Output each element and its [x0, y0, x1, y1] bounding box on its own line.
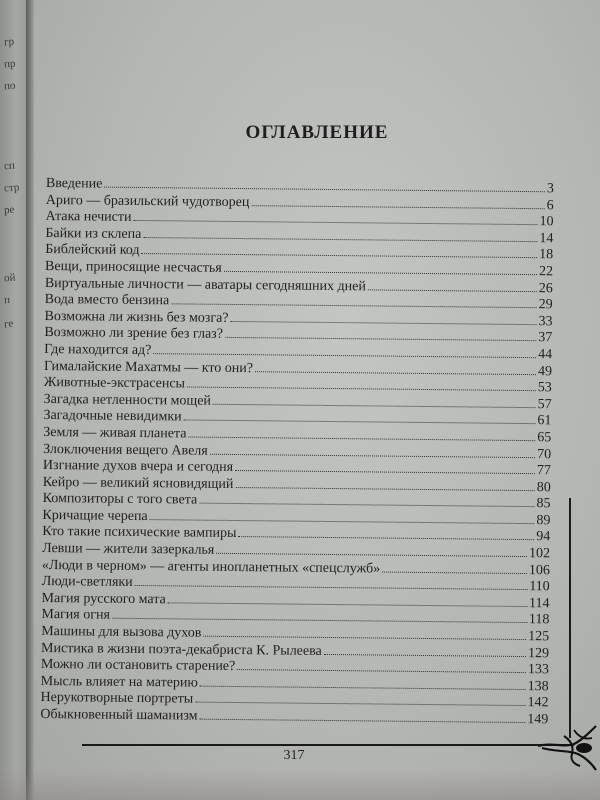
toc-entry-title: Злоключения вещего Авеля [43, 441, 208, 459]
toc-entry-page: 6 [546, 197, 554, 213]
toc-entry-page: 114 [528, 595, 550, 612]
toc-entry-title: Вещи, приносящие несчастья [44, 258, 222, 276]
toc-leader-dots [210, 453, 535, 457]
ornament-flourish-icon [534, 722, 600, 772]
toc-entry-page: 94 [536, 529, 551, 545]
toc-entry-title: Кричащие черепа [42, 507, 148, 524]
toc-entry-title: Гималайские Махатмы — кто они? [43, 358, 254, 376]
left-page-fragment: пр [3, 57, 16, 71]
toc-entry-page: 3 [546, 181, 554, 197]
toc-entry-page: 57 [537, 396, 552, 413]
toc-entry-page: 106 [528, 562, 550, 578]
toc-entry-page: 138 [527, 678, 549, 695]
toc-leader-dots [224, 271, 537, 275]
toc-entry-page: 10 [539, 214, 554, 230]
toc-entry-page: 118 [528, 612, 550, 628]
left-page-fragment: стр [3, 181, 20, 195]
toc-leader-dots [231, 321, 537, 325]
toc-leader-dots [171, 303, 536, 308]
toc-entry-page: 37 [538, 330, 553, 346]
toc-entry-page: 102 [528, 546, 551, 562]
toc-entry-title: Мысль влияет на материю [40, 673, 199, 691]
toc-entry-title: Изгнание духов вчера и сегодня [42, 458, 234, 476]
photo-shadow [0, 770, 600, 800]
toc-leader-dots [382, 571, 527, 574]
toc-leader-dots [324, 654, 526, 657]
page-number: 317 [283, 748, 305, 763]
left-page-fragment: сп [3, 159, 16, 173]
toc-entry-page: 29 [538, 297, 553, 313]
toc-leader-dots [195, 702, 525, 706]
toc-entry-page: 22 [538, 264, 554, 280]
toc-entry-page: 65 [537, 430, 552, 446]
toc-leader-dots [200, 719, 526, 723]
toc-entry-title: Можно ли остановить старение? [40, 657, 236, 675]
toc-leader-dots [235, 470, 535, 474]
toc-leader-dots [237, 669, 526, 673]
decorative-vertical-rule [569, 498, 571, 738]
page-title: ОГЛАВЛЕНИЕ [245, 122, 389, 143]
toc-leader-dots [150, 519, 535, 524]
decorative-horizontal-rule [82, 744, 574, 746]
toc-entry-title: Загадочные невидимки [43, 408, 182, 425]
toc-entry-title: Магия русского мата [41, 590, 166, 608]
toc-entry-page: 89 [536, 513, 551, 529]
toc-entry-title: Левши — жители зазеркалья [42, 541, 215, 558]
toc-leader-dots [153, 353, 536, 358]
toc-entry-title: Байки из склепа [45, 225, 142, 242]
toc-leader-dots [225, 337, 536, 341]
toc-entry-title: Возможно ли зрение без глаз? [44, 325, 224, 343]
left-page-fragment: п [3, 293, 11, 307]
toc-entry-page: 80 [536, 479, 551, 495]
toc-entry-page: 53 [537, 380, 552, 396]
toc-leader-dots [200, 685, 526, 689]
toc-entry-title: Введение [45, 176, 103, 192]
toc-entry-title: Нерукотворные портреты [40, 690, 194, 707]
toc-leader-dots [213, 403, 536, 407]
toc-leader-dots [199, 503, 534, 508]
left-page-fragment: по [3, 79, 16, 93]
toc-leader-dots [143, 237, 537, 242]
toc-entry-title: Ариго — бразильский чудотворец [45, 192, 250, 210]
toc-leader-dots [255, 371, 536, 375]
toc-leader-dots [112, 618, 527, 623]
toc-entry-title: Земля — живая планета [43, 424, 187, 442]
toc-leader-dots [135, 585, 528, 590]
left-page-fragment: гр [3, 35, 15, 49]
toc-entry-title: Библейский код [45, 242, 140, 259]
toc-entry-title: Композиторы с того света [42, 491, 198, 508]
book-page [34, 0, 600, 800]
toc-leader-dots [251, 205, 544, 209]
toc-leader-dots [133, 220, 537, 225]
toc-leader-dots [187, 387, 536, 392]
toc-leader-dots [216, 553, 527, 557]
toc-leader-dots [235, 487, 534, 491]
table-of-contents [40, 176, 554, 729]
toc-entry-title: Возможна ли жизнь без мозга? [44, 308, 229, 326]
toc-entry-page: 133 [527, 662, 549, 678]
toc-entry-page: 26 [538, 280, 553, 296]
book-gutter [26, 0, 34, 800]
left-page-fragment: ре [3, 203, 15, 217]
toc-entry-page: 70 [537, 446, 552, 462]
toc-entry-title: Где находится ад? [44, 341, 152, 359]
toc-entry-title: Атака нечисти [45, 209, 132, 226]
toc-leader-dots [168, 602, 527, 607]
toc-entry-title: Кто такие психические вампиры [42, 524, 237, 542]
toc-entry-page: 77 [536, 463, 552, 479]
toc-leader-dots [368, 289, 537, 292]
toc-entry-title: Люди-светляки [41, 574, 133, 591]
toc-leader-dots [238, 537, 534, 541]
toc-entry-title: Мистика в жизни поэта-декабриста К. Рылеева [40, 640, 322, 659]
toc-entry-page: 18 [539, 247, 554, 263]
toc-entry-title: Животные-экстрасенсы [43, 375, 186, 392]
toc-entry-page: 33 [538, 313, 553, 330]
toc-entry-title: Магия огня [41, 607, 110, 624]
left-page-fragment: ой [3, 271, 16, 285]
toc-leader-dots [184, 420, 536, 425]
toc-entry-page: 142 [527, 695, 549, 711]
toc-entry-title: Загадка нетленности мощей [43, 391, 212, 409]
toc-entry-title: Кейро — великий ясновидящий [42, 474, 234, 492]
toc-entry-page: 129 [527, 645, 550, 661]
toc-leader-dots [188, 436, 535, 441]
toc-leader-dots [141, 253, 537, 258]
toc-entry-page: 61 [537, 413, 552, 429]
toc-entry-title: Машины для вызова духов [41, 624, 202, 641]
toc-entry-page: 149 [527, 712, 549, 728]
toc-entry-page: 125 [528, 629, 550, 645]
toc-entry-page: 44 [538, 347, 553, 363]
toc-entry-page: 85 [536, 496, 551, 512]
toc-leader-dots [203, 636, 526, 640]
toc-entry-title: Обыкновенный шаманизм [40, 706, 198, 724]
toc-entry-page: 49 [537, 363, 553, 379]
toc-entry-title: «Люди в черном» — агенты инопланетных «спецслужб» [41, 557, 381, 577]
toc-entry-title: Вода вместо бензина [44, 292, 170, 309]
toc-entry-title: Виртуальные личности — аватары сегодняшних дней [44, 275, 366, 294]
toc-entry-page: 110 [529, 579, 550, 595]
toc-leader-dots [104, 187, 545, 193]
left-page-fragment: ге [3, 317, 14, 331]
toc-entry-page: 14 [539, 230, 554, 247]
previous-page-edge [0, 0, 26, 800]
